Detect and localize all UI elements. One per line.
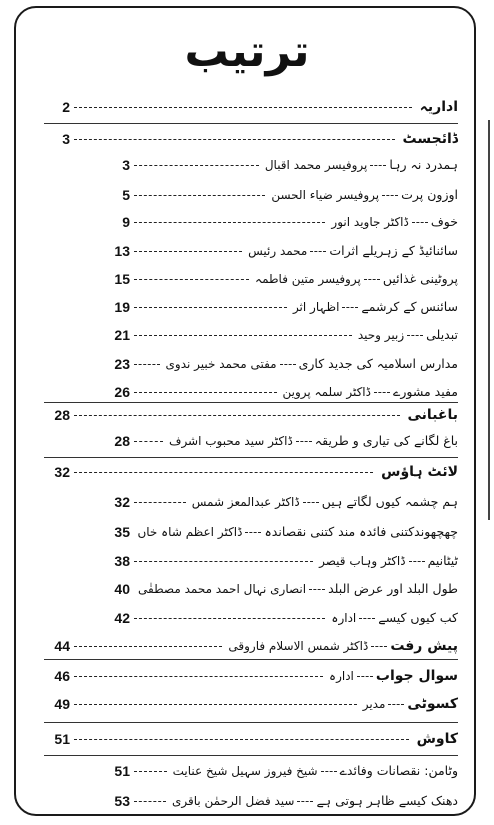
toc-author: پروفیسر محمد اقبال xyxy=(264,158,368,172)
toc-title: سوال جواب xyxy=(375,668,458,684)
toc-title: پروٹینی غذائیں xyxy=(382,271,458,286)
section-divider xyxy=(44,402,458,403)
toc-page-number: 15 xyxy=(114,271,130,287)
toc-row xyxy=(0,550,494,572)
toc-leader xyxy=(370,165,386,166)
toc-author: شیخ فیروز سہیل شیخ عنایت xyxy=(172,764,318,778)
toc-leader xyxy=(303,502,319,503)
toc-title: ٹیٹانیم xyxy=(427,553,458,568)
toc-leader xyxy=(357,676,373,677)
toc-author: مفتی محمد خبیر ندوی xyxy=(165,357,277,371)
toc-row xyxy=(0,353,494,375)
toc-page-number: 21 xyxy=(114,327,130,343)
toc-leader xyxy=(74,472,373,473)
toc-page-number: 28 xyxy=(114,433,130,449)
toc-page-number: 19 xyxy=(114,299,130,315)
toc-leader xyxy=(134,618,325,619)
toc-row xyxy=(0,296,494,318)
toc-page-number: 2 xyxy=(62,99,70,115)
toc-leader xyxy=(409,561,425,562)
toc-page-number: 51 xyxy=(54,731,70,747)
toc-leader xyxy=(134,335,352,336)
toc-row xyxy=(0,607,494,629)
toc-page-number: 3 xyxy=(62,131,70,147)
toc-title: اوزون پرت xyxy=(401,187,458,202)
toc-leader xyxy=(280,364,296,365)
toc-author: ادارہ xyxy=(329,669,354,683)
toc-page-number: 32 xyxy=(114,494,130,510)
section-divider xyxy=(44,722,458,723)
toc-author: زبیر وحید xyxy=(357,328,405,342)
toc-author: اظہار اثر xyxy=(292,300,340,314)
toc-row xyxy=(0,521,494,543)
toc-leader xyxy=(134,195,265,196)
toc-leader xyxy=(134,392,277,393)
toc-page-number: 3 xyxy=(122,157,130,173)
toc-author: پروفیسر ضیاء الحسن xyxy=(271,188,380,202)
toc-row xyxy=(0,635,494,657)
toc-row xyxy=(0,404,494,426)
toc-leader xyxy=(134,165,259,166)
toc-leader xyxy=(359,618,375,619)
toc-row xyxy=(0,381,494,403)
toc-row xyxy=(0,693,494,715)
toc-row xyxy=(0,491,494,513)
toc-author: محمد رئیس xyxy=(248,244,308,258)
toc-title: ہم چشمہ کیوں لگاتے ہیں xyxy=(321,494,458,509)
toc-page-number: 42 xyxy=(114,610,130,626)
toc-leader xyxy=(364,279,380,280)
toc-row xyxy=(0,760,494,782)
section-divider xyxy=(44,755,458,756)
toc-leader xyxy=(374,392,390,393)
toc-page-number: 38 xyxy=(114,553,130,569)
toc-page-number: 23 xyxy=(114,356,130,372)
toc-page-number: 53 xyxy=(114,793,130,809)
toc-title: چھچھوندکتنی فائدہ مند کتنی نقصاندہ xyxy=(264,524,458,539)
toc-page-number: 51 xyxy=(114,763,130,779)
toc-row xyxy=(0,430,494,452)
toc-leader xyxy=(134,251,242,252)
toc-leader xyxy=(382,195,398,196)
toc-leader xyxy=(74,704,357,705)
toc-leader xyxy=(134,771,167,772)
page-title: ترتیب xyxy=(184,26,310,77)
toc-title: باغبانی xyxy=(407,407,458,423)
toc-row xyxy=(0,128,494,150)
toc-leader xyxy=(74,676,323,677)
toc-leader xyxy=(371,646,387,647)
toc-leader xyxy=(297,801,313,802)
toc-row xyxy=(0,154,494,176)
toc-row xyxy=(0,324,494,346)
toc-page-number: 46 xyxy=(54,668,70,684)
toc-author: ادارہ xyxy=(331,611,357,625)
toc-page-number: 49 xyxy=(54,696,70,712)
toc-leader xyxy=(388,704,404,705)
toc-leader xyxy=(134,801,166,802)
toc-row xyxy=(0,461,494,483)
toc-title: طول البلد اور عرض البلد xyxy=(328,581,458,596)
toc-leader xyxy=(134,222,325,223)
toc-author: ڈاکٹر سید محبوب اشرف xyxy=(169,434,293,448)
section-divider xyxy=(44,457,458,458)
toc-leader xyxy=(134,307,287,308)
toc-page-number: 35 xyxy=(114,524,130,540)
toc-leader xyxy=(74,739,409,740)
toc-author: انصاری نہال احمد محمد مصطفٰی xyxy=(138,582,307,596)
toc-leader xyxy=(412,222,428,223)
toc-leader xyxy=(134,502,186,503)
section-divider xyxy=(44,659,458,660)
section-divider xyxy=(44,123,458,124)
toc-row xyxy=(0,665,494,687)
toc-title: مدارس اسلامیہ کی جدید کاری xyxy=(298,356,458,371)
toc-author: ڈاکٹر سلمہ پروین xyxy=(282,385,371,399)
toc-title: کاوش xyxy=(416,731,458,747)
toc-title: ہمدرد نہ رہا xyxy=(389,157,458,172)
toc-leader xyxy=(74,646,222,647)
toc-author: ڈاکٹر عبدالمعز شمس xyxy=(191,495,300,509)
toc-leader xyxy=(309,589,325,590)
toc-page-number: 40 xyxy=(114,581,130,597)
toc-row xyxy=(0,240,494,262)
toc-page-number: 32 xyxy=(54,464,70,480)
toc-title: کب کیوں کیسے xyxy=(378,610,458,625)
toc-title: ڈائجسٹ xyxy=(402,131,458,147)
toc-leader xyxy=(134,279,249,280)
toc-leader xyxy=(74,139,395,140)
toc-title: لائٹ ہاؤس xyxy=(381,464,458,480)
toc-row xyxy=(0,790,494,812)
toc-leader xyxy=(245,532,261,533)
toc-title: باغ لگانے کی تیاری و طریقہ xyxy=(314,433,458,448)
toc-author: سید فضل الرحمٰن باقری xyxy=(171,794,295,808)
toc-leader xyxy=(310,251,326,252)
toc-leader xyxy=(134,441,163,442)
toc-leader xyxy=(407,335,423,336)
toc-title: سائنس کے کرشمے xyxy=(361,299,458,314)
toc-title: تبدیلی xyxy=(426,327,458,342)
toc-title: کسوٹی xyxy=(407,696,458,712)
toc-title: سائنائیڈ کے زہریلے اثرات xyxy=(329,243,458,258)
toc-leader xyxy=(74,107,412,108)
toc-author: ڈاکٹر جاوید انور xyxy=(331,215,409,229)
toc-leader xyxy=(74,415,400,416)
toc-leader xyxy=(134,561,313,562)
toc-row xyxy=(0,578,494,600)
toc-author: مدیر xyxy=(362,697,386,711)
toc-page-number: 44 xyxy=(54,638,70,654)
toc-title: پیش رفت xyxy=(390,638,458,654)
toc-row xyxy=(0,268,494,290)
toc-page-number: 13 xyxy=(114,243,130,259)
toc-author: ڈاکٹر شمس الاسلام فاروقی xyxy=(228,639,369,653)
toc-row xyxy=(0,211,494,233)
toc-author: پروفیسر متین فاطمہ xyxy=(255,272,361,286)
toc-author: ڈاکٹر اعظم شاہ خاں xyxy=(137,525,243,539)
toc-leader xyxy=(321,771,337,772)
toc-page-number: 28 xyxy=(54,407,70,423)
toc-title: خوف xyxy=(430,214,458,229)
toc-page-number: 9 xyxy=(122,214,130,230)
toc-row xyxy=(0,184,494,206)
toc-page-number: 26 xyxy=(114,384,130,400)
toc-row xyxy=(0,728,494,750)
toc-title: مفید مشورے xyxy=(393,384,458,399)
toc-author: ڈاکٹر وہاب قیصر xyxy=(319,554,406,568)
toc-leader xyxy=(296,441,312,442)
toc-leader xyxy=(342,307,358,308)
toc-title: اداریہ xyxy=(419,99,458,115)
toc-page-number: 5 xyxy=(122,187,130,203)
toc-title: دھنک کیسے ظاہر ہوتی ہے xyxy=(316,793,458,808)
toc-leader xyxy=(134,364,160,365)
toc-title: وٹامن: نقصانات وفائدے xyxy=(339,763,458,778)
toc-row xyxy=(0,96,494,118)
